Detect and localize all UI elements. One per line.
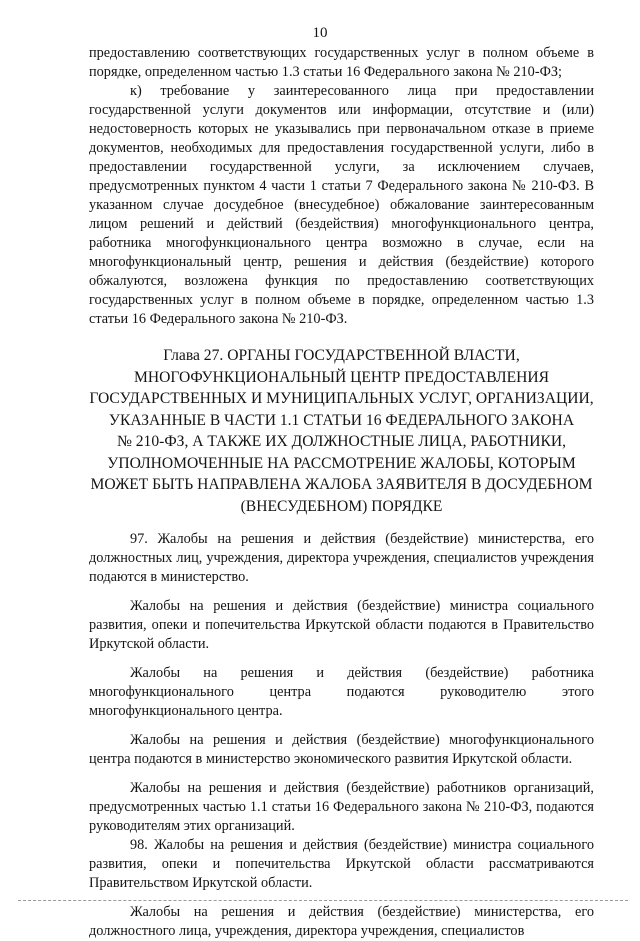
body-paragraph: Жалобы на решения и действия (бездействие) многофункционального центра подаются в министерство экономического развития Иркутской области. [89, 732, 594, 767]
chapter-heading-line: Глава 27. ОРГАНЫ ГОСУДАРСТВЕННОЙ ВЛАСТИ, [163, 347, 520, 364]
chapter-heading-line: (ВНЕСУДЕБНОМ) ПОРЯДКЕ [240, 497, 443, 515]
chapter-heading-line: УПОЛНОМОЧЕННЫЕ НА РАССМОТРЕНИЕ ЖАЛОБЫ, КОТОРЫМ [107, 454, 576, 472]
body-paragraph: Жалобы на решения и действия (бездействие) работников организаций, предусмотренных частью 1.1 статьи 16 Федерального закона № 210-ФЗ, подаются руководителям этих организаций. [89, 780, 594, 834]
chapter-heading-line: МНОГОФУНКЦИОНАЛЬНЫЙ ЦЕНТР ПРЕДОСТАВЛЕНИЯ [133, 368, 550, 386]
scan-edge-divider [18, 900, 628, 901]
chapter-heading-line: МОЖЕТ БЫТЬ НАПРАВЛЕНА ЖАЛОБА ЗАЯВИТЕЛЯ В ДОСУДЕБНОМ [90, 476, 593, 493]
item-k-paragraph: к) требование у заинтересованного лица при предоставлении государственной услуги документов или информации, отсутствие и (или) недостоверность которых не указывались при первоначальном отказе в приеме документов, необходимых для предоставления государственной услуги, либо в предоставлении государственной услуги, за исключением случаев, предусмотренных пунктом 4 части 1 статьи 7 Федерального закона № 210-ФЗ. В указанном случае досудебное (внесудебное) обжалование заинтересованным лицом решений и действий (бездействия) многофункционального центра, работника многофункционального центра возможно в случае, если на многофункциональный центр, решения и действия (бездействие) которого обжалуются, возложена функция по предоставлению соответствующих государственных услуг в полном объеме в порядке, определенном частью 1.3 статьи 16 Федерального закона № 210-ФЗ. [89, 83, 594, 327]
paragraph-98: 98. Жалобы на решения и действия (бездействие) министра социального развития, опеки и попечительства Иркутской области рассматриваются Правительством Иркутской области. [89, 837, 594, 891]
body-paragraph: Жалобы на решения и действия (бездействие) министра социального развития, опеки и попечительства Иркутской области подаются в Правительство Иркутской области. [89, 598, 594, 652]
continuation-paragraph: предоставлению соответствующих государственных услуг в полном объеме в порядке, определенном частью 1.3 статьи 16 Федерального закона № 210-ФЗ; [89, 45, 594, 80]
chapter-heading-line: УКАЗАННЫЕ В ЧАСТИ 1.1 СТАТЬИ 16 ФЕДЕРАЛЬНОГО ЗАКОНА [108, 411, 575, 429]
chapter-heading [89, 345, 594, 517]
document-body [89, 44, 594, 941]
chapter-heading-line: № 210-ФЗ, А ТАКЖЕ ИХ ДОЛЖНОСТНЫЕ ЛИЦА, РАБОТНИКИ, [116, 433, 567, 450]
paragraph-97: 97. Жалобы на решения и действия (бездействие) министерства, его должностных лиц, учреждения, директора учреждения, специалистов учреждения подаются в министерство. [89, 531, 594, 585]
body-paragraph: Жалобы на решения и действия (бездействие) работника многофункционального центра подаются руководителю этого многофункционального центра. [89, 665, 594, 719]
page-number: 10 [312, 25, 328, 41]
body-paragraph: Жалобы на решения и действия (бездействие) министерства, его должностного лица, учреждения, директора учреждения, специалистов [89, 904, 594, 939]
chapter-heading-line: ГОСУДАРСТВЕННЫХ И МУНИЦИПАЛЬНЫХ УСЛУГ, ОРГАНИЗАЦИИ, [89, 390, 594, 407]
